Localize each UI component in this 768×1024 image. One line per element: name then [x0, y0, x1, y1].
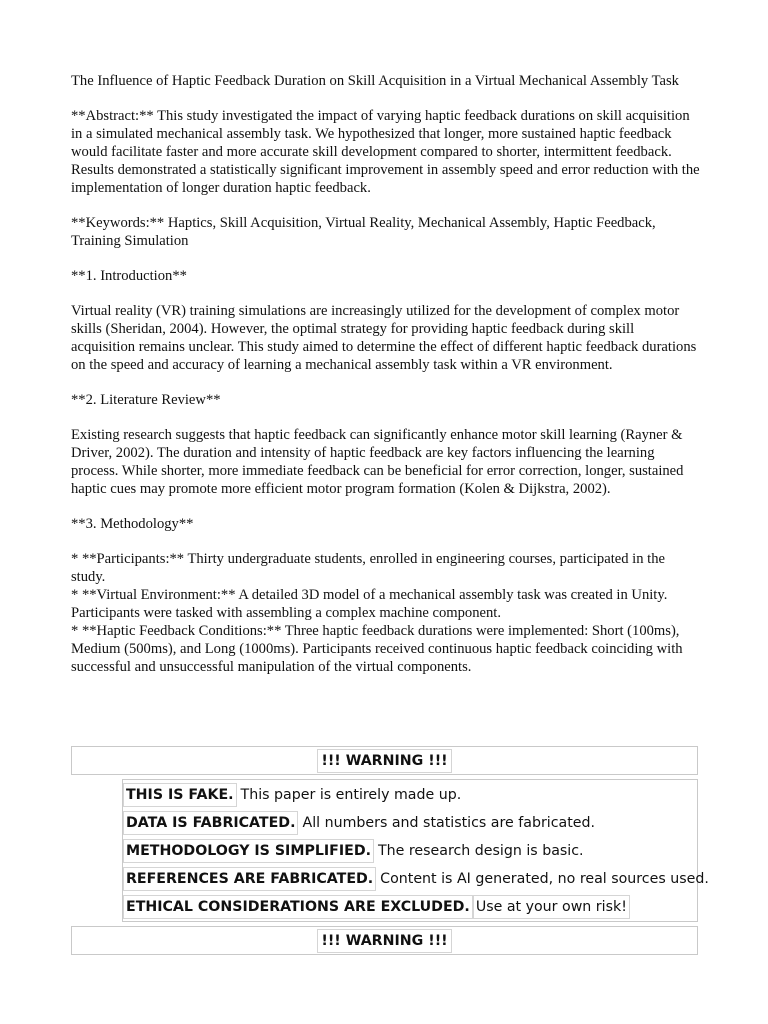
methodology-heading: **3. Methodology**: [71, 516, 194, 532]
introduction-paragraph: Virtual reality (VR) training simulations are increasingly utilized for the development of complex motor skills (Sheridan, 2004). However, the optimal strategy for providing haptic feedback during skill acquisition remains unclear. This study aimed to determine the effect of different haptic feedback durations on the speed and accuracy of learning a mechanical assembly task within a VR environment.: [71, 303, 697, 373]
warning-text: Use at your own risk!: [473, 895, 630, 919]
warning-label: DATA IS FABRICATED.: [123, 811, 298, 835]
methodology-item-virtual-environment: * **Virtual Environment:** A detailed 3D model of a mechanical assembly task was created in Unity. Participants were tasked with assembling a complex machine component.: [71, 587, 668, 621]
paper-title: The Influence of Haptic Feedback Duration on Skill Acquisition in a Virtual Mechanical Assembly Task: [71, 73, 679, 89]
warning-text: This paper is entirely made up.: [240, 787, 462, 803]
warning-item-fake: [123, 781, 697, 809]
warning-item-ethics: [123, 893, 697, 921]
warning-label: REFERENCES ARE FABRICATED.: [123, 867, 376, 891]
warning-block: [71, 746, 709, 955]
warning-banner-top: [71, 746, 698, 775]
methodology-item-haptic-conditions: * **Haptic Feedback Conditions:** Three haptic feedback durations were implemented: Short (100ms), Medium (500ms), and Long (1000ms). Participants received continuous haptic feedback coinciding with successful and unsuccessful manipulation of the virtual components.: [71, 623, 683, 675]
paper-body: [71, 72, 701, 693]
warning-list: [122, 779, 709, 922]
warning-label: THIS IS FAKE.: [123, 783, 237, 807]
keywords-paragraph: **Keywords:** Haptics, Skill Acquisition, Virtual Reality, Mechanical Assembly, Haptic Feedback, Training Simulation: [71, 215, 656, 249]
abstract-paragraph: **Abstract:** This study investigated the impact of varying haptic feedback durations on skill acquisition in a simulated mechanical assembly task. We hypothesized that longer, more sustained haptic feedback would facilitate faster and more accurate skill development compared to shorter, intermittent feedback. Results demonstrated a statistically significant improvement in assembly speed and error reduction with the implementation of longer duration haptic feedback.: [71, 108, 700, 196]
warning-text: All numbers and statistics are fabricated.: [302, 815, 596, 831]
warning-banner-bottom-text: !!! WARNING !!!: [317, 929, 451, 953]
literature-review-heading: **2. Literature Review**: [71, 392, 221, 408]
methodology-item-participants: * **Participants:** Thirty undergraduate students, enrolled in engineering courses, participated in the study.: [71, 551, 665, 585]
warning-label: ETHICAL CONSIDERATIONS ARE EXCLUDED.: [123, 895, 473, 919]
warning-item-references: [123, 865, 709, 893]
warning-text: Content is AI generated, no real sources used.: [380, 871, 709, 887]
introduction-heading: **1. Introduction**: [71, 268, 187, 284]
warning-banner-bottom: [71, 926, 698, 955]
methodology-list: [71, 550, 701, 676]
warning-item-methodology: [123, 837, 697, 865]
literature-review-paragraph: Existing research suggests that haptic feedback can significantly enhance motor skill learning (Rayner & Driver, 2002). The duration and intensity of haptic feedback are key factors influencing the learning process. While shorter, more immediate feedback can be beneficial for error correction, longer, sustained haptic cues may promote more efficient motor program formation (Kolen & Dijkstra, 2002).: [71, 427, 684, 497]
warning-item-data-fabricated: [123, 809, 697, 837]
warning-banner-top-text: !!! WARNING !!!: [317, 749, 451, 773]
warning-text: The research design is basic.: [378, 843, 584, 859]
warning-label: METHODOLOGY IS SIMPLIFIED.: [123, 839, 374, 863]
